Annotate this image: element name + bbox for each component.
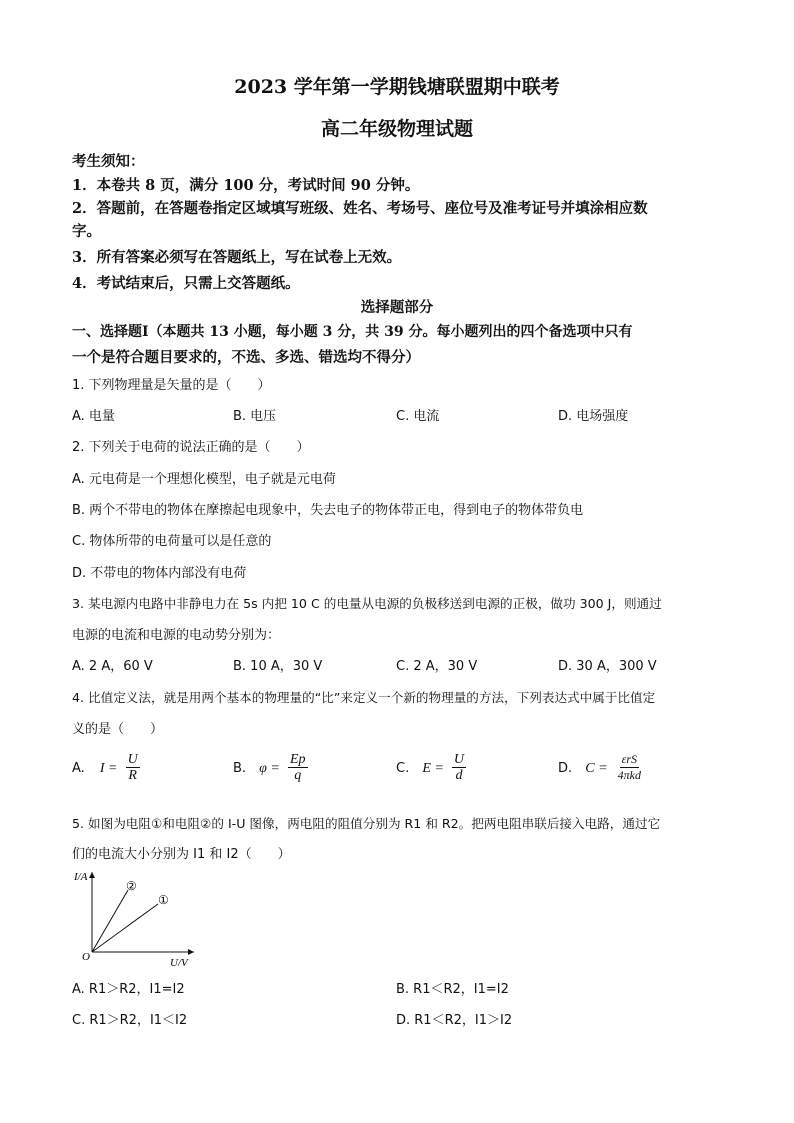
line-2 bbox=[92, 890, 128, 952]
q4-option-c-label: C. bbox=[396, 761, 410, 776]
exam-subtitle: 高二年级物理试题 bbox=[320, 118, 473, 140]
q5-stem-1: 5. 如图为电阻①和电阻②的 I-U 图像，两电阻的阻值分别为 R1 和 R2。把两电阻串联后接入电路，通过它 bbox=[72, 816, 661, 831]
q5-iu-graph bbox=[70, 866, 200, 970]
q4-option-c bbox=[396, 752, 466, 783]
q4-option-a-lhs: I = bbox=[99, 761, 118, 776]
q3-option-b: B. 10 A，30 V bbox=[233, 659, 323, 674]
q2-option-a: A. 元电荷是一个理想化模型，电子就是元电荷 bbox=[72, 472, 336, 487]
q4-stem-1: 4. 比值定义法，就是用两个基本的物理量的“比”来定义一个新的物理量的方法，下列表达式中属于比值定 bbox=[72, 690, 656, 705]
x-axis-label: U/V bbox=[170, 957, 188, 969]
q4-option-d-den: 4πkd bbox=[617, 768, 641, 782]
q4-option-b bbox=[233, 752, 308, 783]
q3-stem-1: 3. 某电源内电路中非静电力在 5s 内把 10 C 的电量从电源的负极移送到电源的正极，做功 300 J，则通过 bbox=[72, 596, 662, 611]
q5-option-d: D. R1＜R2，I1＞I2 bbox=[396, 1013, 513, 1028]
line-1 bbox=[92, 904, 158, 952]
line-2-label: ② bbox=[126, 879, 137, 893]
q1-option-b: B. 电压 bbox=[233, 409, 277, 424]
q5-option-a: A. R1＞R2，I1=I2 bbox=[72, 982, 185, 997]
section-intro-1: 一、选择题Ⅰ（本题共 13 小题，每小题 3 分，共 39 分。每小题列出的四个备选项中只有 bbox=[72, 324, 633, 340]
q4-option-c-den: d bbox=[455, 768, 463, 783]
q5-stem-2: 们的电流大小分别为 I1 和 I2（ ） bbox=[72, 847, 291, 862]
q4-option-b-num: Ep bbox=[289, 752, 306, 767]
q4-option-b-den: q bbox=[294, 768, 302, 783]
q4-option-c-num: U bbox=[453, 752, 465, 767]
q3-option-c: C. 2 A，30 V bbox=[396, 659, 478, 674]
notice-item-4: 4．考试结束后，只需上交答题纸。 bbox=[72, 275, 300, 292]
q4-option-a-num: U bbox=[127, 752, 138, 767]
q3-stem-2: 电源的电流和电源的电动势分别为： bbox=[72, 628, 281, 643]
q5-option-b: B. R1＜R2，I1=I2 bbox=[396, 982, 509, 997]
q1-option-c: C. 电流 bbox=[396, 409, 440, 424]
q2-stem: 2. 下列关于电荷的说法正确的是（ ） bbox=[72, 440, 310, 455]
q1-stem: 1. 下列物理量是矢量的是（ ） bbox=[72, 378, 271, 393]
y-axis-label: I/A bbox=[74, 871, 88, 883]
notice-item-1: 1．本卷共 8 页，满分 100 分，考试时间 90 分钟。 bbox=[72, 177, 420, 194]
q4-option-a-den: R bbox=[128, 768, 137, 783]
q4-option-d-num: εrS bbox=[621, 752, 638, 766]
notice-item-2a: 2．答题前，在答题卷指定区域填写班级、姓名、考场号、座位号及准考证号并填涂相应数 bbox=[72, 200, 648, 217]
notice-item-2b: 字。 bbox=[72, 223, 101, 240]
q5-option-c: C. R1＞R2，I1＜I2 bbox=[72, 1013, 188, 1028]
section-title: 选择题部分 bbox=[360, 299, 434, 316]
q4-option-d-label: D. bbox=[558, 761, 573, 776]
q4-option-b-label: B. bbox=[233, 761, 247, 776]
q1-option-a: A. 电量 bbox=[72, 409, 115, 424]
exam-title: 2023 学年第一学期钱塘联盟期中联考 bbox=[234, 76, 560, 98]
q4-option-d-lhs: C = bbox=[585, 761, 608, 776]
q2-option-c: C. 物体所带的电荷量可以是任意的 bbox=[72, 534, 272, 549]
section-intro-2: 一个是符合题目要求的，不选、多选、错选均不得分） bbox=[72, 349, 420, 366]
q2-option-b: B. 两个不带电的物体在摩擦起电现象中，失去电子的物体带正电，得到电子的物体带负电 bbox=[72, 503, 584, 518]
q4-option-c-lhs: E = bbox=[422, 761, 444, 776]
q3-option-a: A. 2 A，60 V bbox=[72, 659, 153, 674]
q3-option-d: D. 30 A，300 V bbox=[558, 659, 657, 674]
q1-option-d: D. 电场强度 bbox=[558, 409, 629, 424]
q4-option-b-lhs: φ = bbox=[259, 761, 280, 776]
notice-item-3: 3．所有答案必须写在答题纸上，写在试卷上无效。 bbox=[72, 249, 402, 266]
notice-heading: 考生须知： bbox=[72, 153, 145, 170]
q4-option-a-label: A. bbox=[72, 761, 85, 776]
q2-option-d: D. 不带电的物体内部没有电荷 bbox=[72, 566, 247, 581]
q4-option-d bbox=[558, 752, 643, 783]
origin-label: O bbox=[82, 951, 90, 963]
q4-stem-2: 义的是（ ） bbox=[72, 722, 164, 737]
line-1-label: ① bbox=[158, 893, 169, 907]
q4-option-a bbox=[72, 752, 140, 783]
